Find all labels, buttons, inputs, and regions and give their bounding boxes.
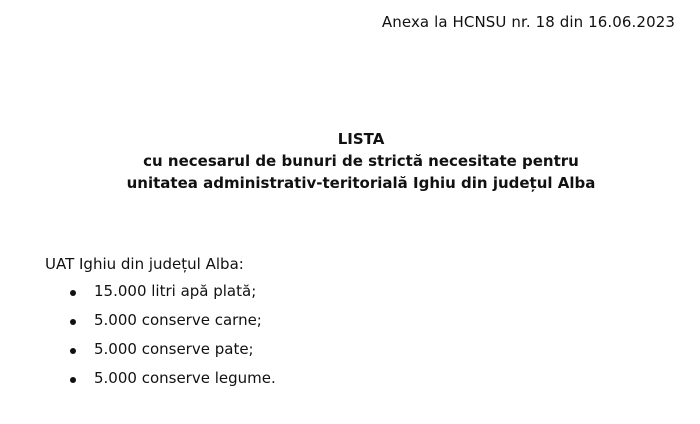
list-item-text: 5.000 conserve carne;	[94, 311, 262, 329]
bullet-icon	[70, 290, 76, 296]
list-item-text: 15.000 litri apă plată;	[94, 282, 257, 300]
list-item-text: 5.000 conserve legume.	[94, 369, 276, 387]
bullet-icon	[70, 319, 76, 325]
annex-reference: Anexa la HCNSU nr. 18 din 16.06.2023	[381, 13, 675, 31]
title-line-3: unitatea administrativ-teritorială Ighiu din județul Alba	[126, 174, 596, 192]
list-item-text: 5.000 conserve pate;	[94, 340, 254, 358]
uat-heading: UAT Ighiu din județul Alba:	[45, 255, 244, 273]
bullet-icon	[70, 377, 76, 383]
title-line-2: cu necesarul de bunuri de strictă necesitate pentru	[143, 152, 579, 170]
title-line-1: LISTA	[337, 130, 385, 148]
document-title	[0, 128, 700, 194]
bullet-icon	[70, 348, 76, 354]
